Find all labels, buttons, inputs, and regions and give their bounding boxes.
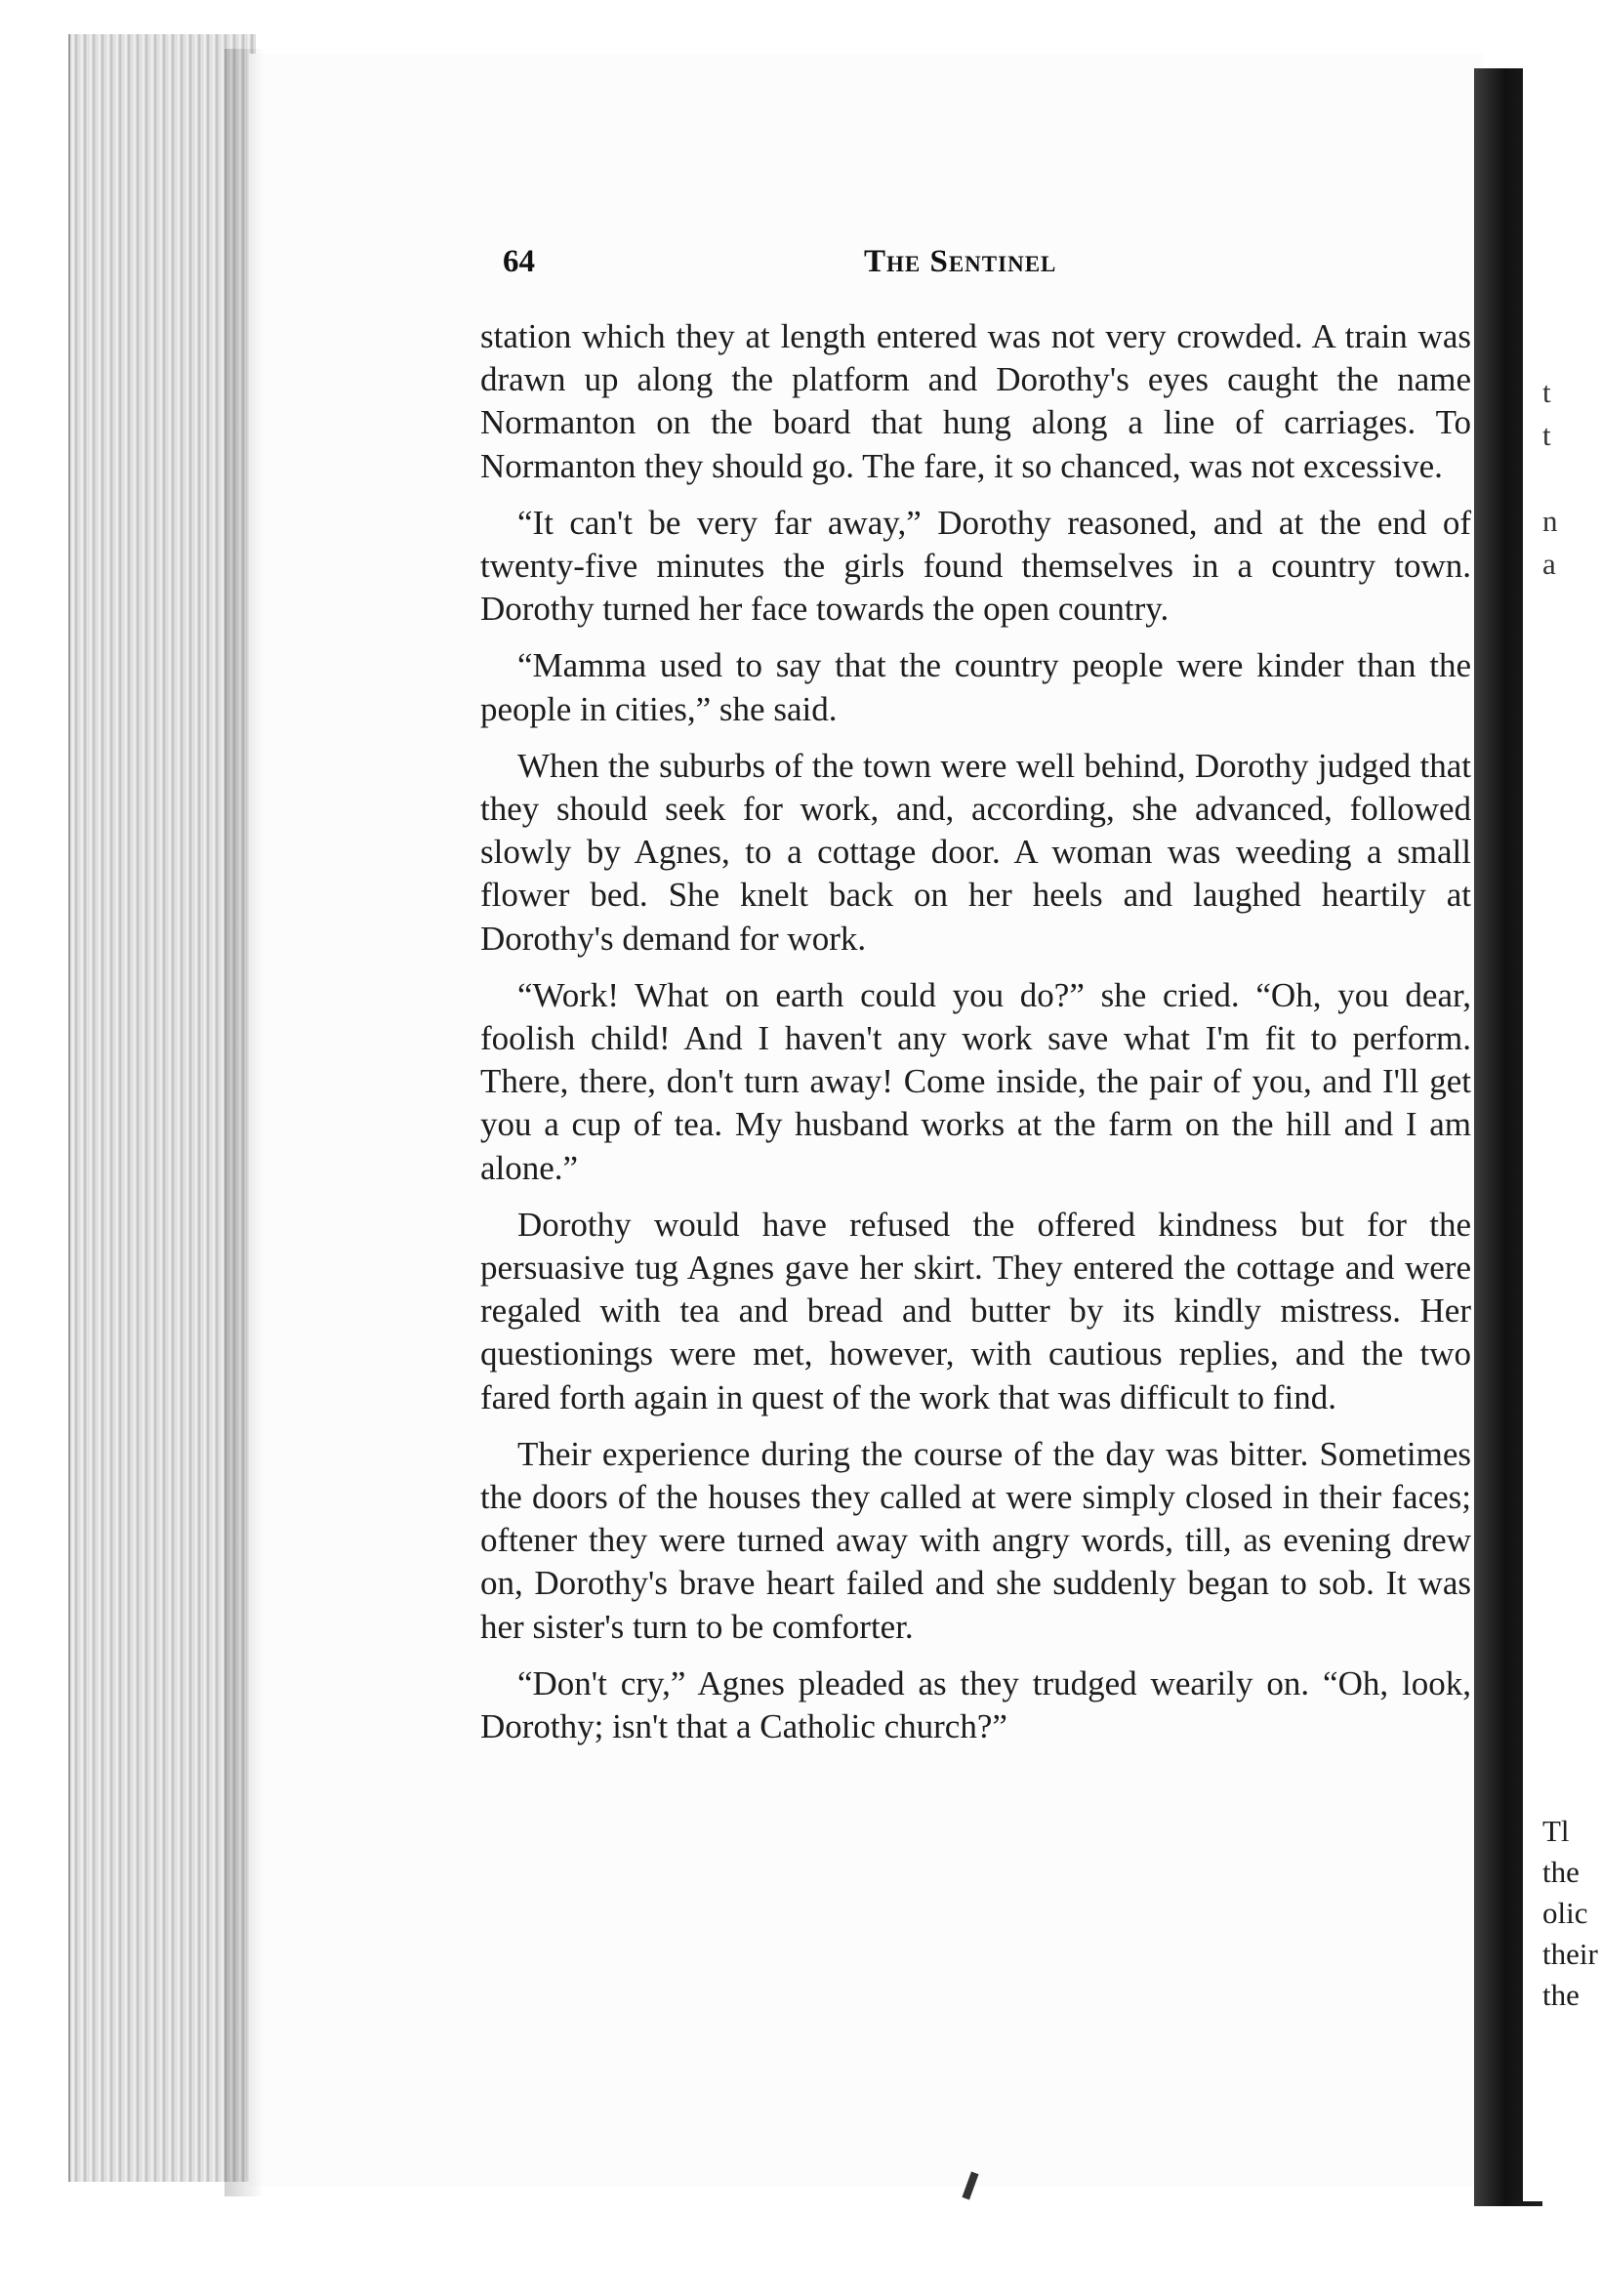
paragraph: When the suburbs of the town were well behind, Dorothy judged that they should seek for work, and, according, she advanced, followed slowly by Agnes, to a cottage door. A woman was weeding a small flower bed. She knelt back on her heels and laughed heartily at Dorothy's demand for work.: [480, 746, 1471, 958]
adjacent-page-fragment: olic: [1542, 1896, 1588, 1930]
adjacent-page-fragment: t: [1542, 375, 1551, 409]
adjacent-page-upper-fragments: [1542, 371, 1596, 586]
adjacent-page-fragment: a: [1542, 547, 1556, 581]
adjacent-page-fragment: the: [1542, 1978, 1580, 2012]
page-binding-shadow: [225, 49, 264, 2196]
running-title: The Sentinel: [864, 244, 1057, 279]
page-number: 64: [503, 244, 535, 279]
page-body-text: [480, 315, 1471, 1762]
paragraph: “It can't be very far away,” Dorothy reasoned, and at the end of twenty-five minutes the girls found themselves in a country town. Dorothy turned her face towards the open country.: [480, 503, 1471, 629]
paragraph: “Mamma used to say that the country people were kinder than the people in cities,” she said.: [480, 646, 1471, 728]
adjacent-page-fragment: their: [1542, 1937, 1598, 1971]
paragraph: Their experience during the course of the day was bitter. Sometimes the doors of the houses they called at were simply closed in their faces; oftener they were turned away with angry words, till, as evening drew on, Dorothy's brave heart failed and she suddenly began to sob. It was her sister's turn to be comforter.: [480, 1434, 1471, 1646]
adjacent-page-fragment: Tl: [1542, 1814, 1570, 1848]
adjacent-page-fragment: the: [1542, 1855, 1580, 1889]
running-header: [503, 244, 1469, 293]
paragraph: “Don't cry,” Agnes pleaded as they trudged wearily on. “Oh, look, Dorothy; isn't that a Catholic church?”: [480, 1663, 1471, 1746]
paragraph: station which they at length entered was not very crowded. A train was drawn up along the platform and Dorothy's eyes caught the name Normanton on the board that hung along a line of carriages. To Normanton they should go. The fare, it so chanced, was not excessive.: [480, 317, 1471, 485]
adjacent-page-fragment: n: [1542, 504, 1558, 538]
adjacent-page-fragment: t: [1542, 418, 1551, 452]
paragraph: “Work! What on earth could you do?” she cried. “Oh, you dear, foolish child! And I haven't any work save what I'm fit to perform. There, there, don't turn away! Come inside, the pair of you, and I'll get you a cup of tea. My husband works at the farm on the hill and I am alone.”: [480, 975, 1471, 1187]
adjacent-page-gap: [1542, 457, 1596, 500]
paragraph: Dorothy would have refused the offered kindness but for the persuasive tug Agnes gave her skirt. They entered the cottage and were regaled with tea and bread and butter by its kindly mistress. Her questionings were met, however, with cautious replies, and the two fared forth again in quest of the work that was difficult to find.: [480, 1205, 1471, 1416]
adjacent-page-lower-fragments: [1542, 1811, 1601, 2016]
